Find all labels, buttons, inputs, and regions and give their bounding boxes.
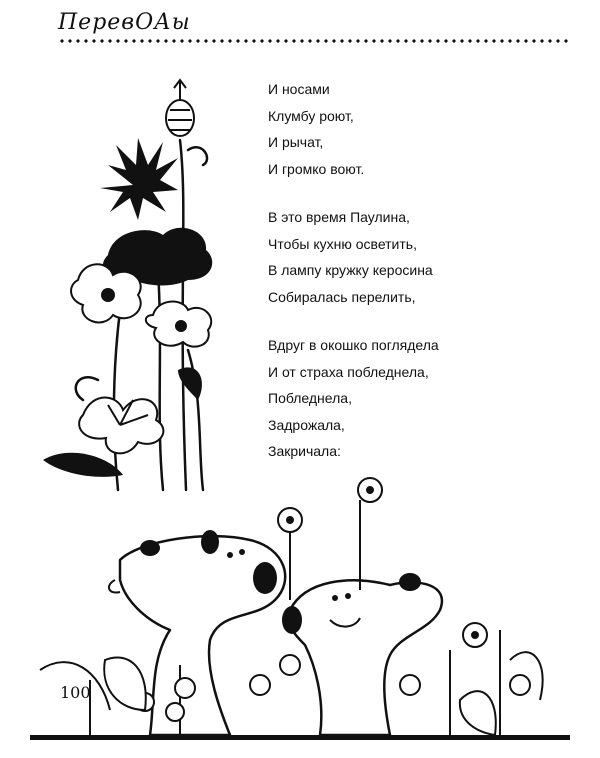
poem-line: Задрожала, — [268, 416, 345, 433]
poem-line: Собиралась перелить, — [268, 288, 416, 305]
open-flower-left — [71, 264, 141, 322]
page-number: 100 — [60, 683, 91, 702]
lily-flower — [79, 398, 163, 454]
bottom-rule — [30, 735, 570, 740]
spiky-flower — [100, 138, 178, 220]
poem-line: И носами — [268, 81, 330, 97]
running-header: ПеревОАы — [58, 10, 191, 35]
poem-line: Клумбу роют, — [268, 107, 354, 124]
poem-line: И громко воют. — [268, 160, 365, 177]
open-flower-right — [146, 302, 211, 347]
stanza-2 — [268, 204, 568, 310]
poem-line: Чтобы кухню осветить, — [268, 235, 417, 252]
stanza-3 — [268, 332, 568, 465]
poem-text — [268, 76, 568, 487]
seed-pod — [166, 80, 194, 136]
stanza-1 — [268, 76, 568, 182]
poem-line: В это время Паулина, — [268, 209, 410, 225]
right-dog — [289, 580, 442, 735]
poem-line: Вдруг в окошко поглядела — [268, 337, 439, 353]
dogs-illustration — [30, 470, 570, 735]
poem-line: Закричала: — [268, 443, 341, 459]
poem-line: И от страха побледнела, — [268, 363, 429, 380]
poem-line: Побледнела, — [268, 390, 352, 406]
poem-line: В лампу кружку керосина — [268, 262, 433, 278]
poem-line: И рычат, — [268, 134, 324, 150]
flowers-illustration — [38, 70, 268, 500]
header-dotted-rule — [58, 38, 570, 44]
